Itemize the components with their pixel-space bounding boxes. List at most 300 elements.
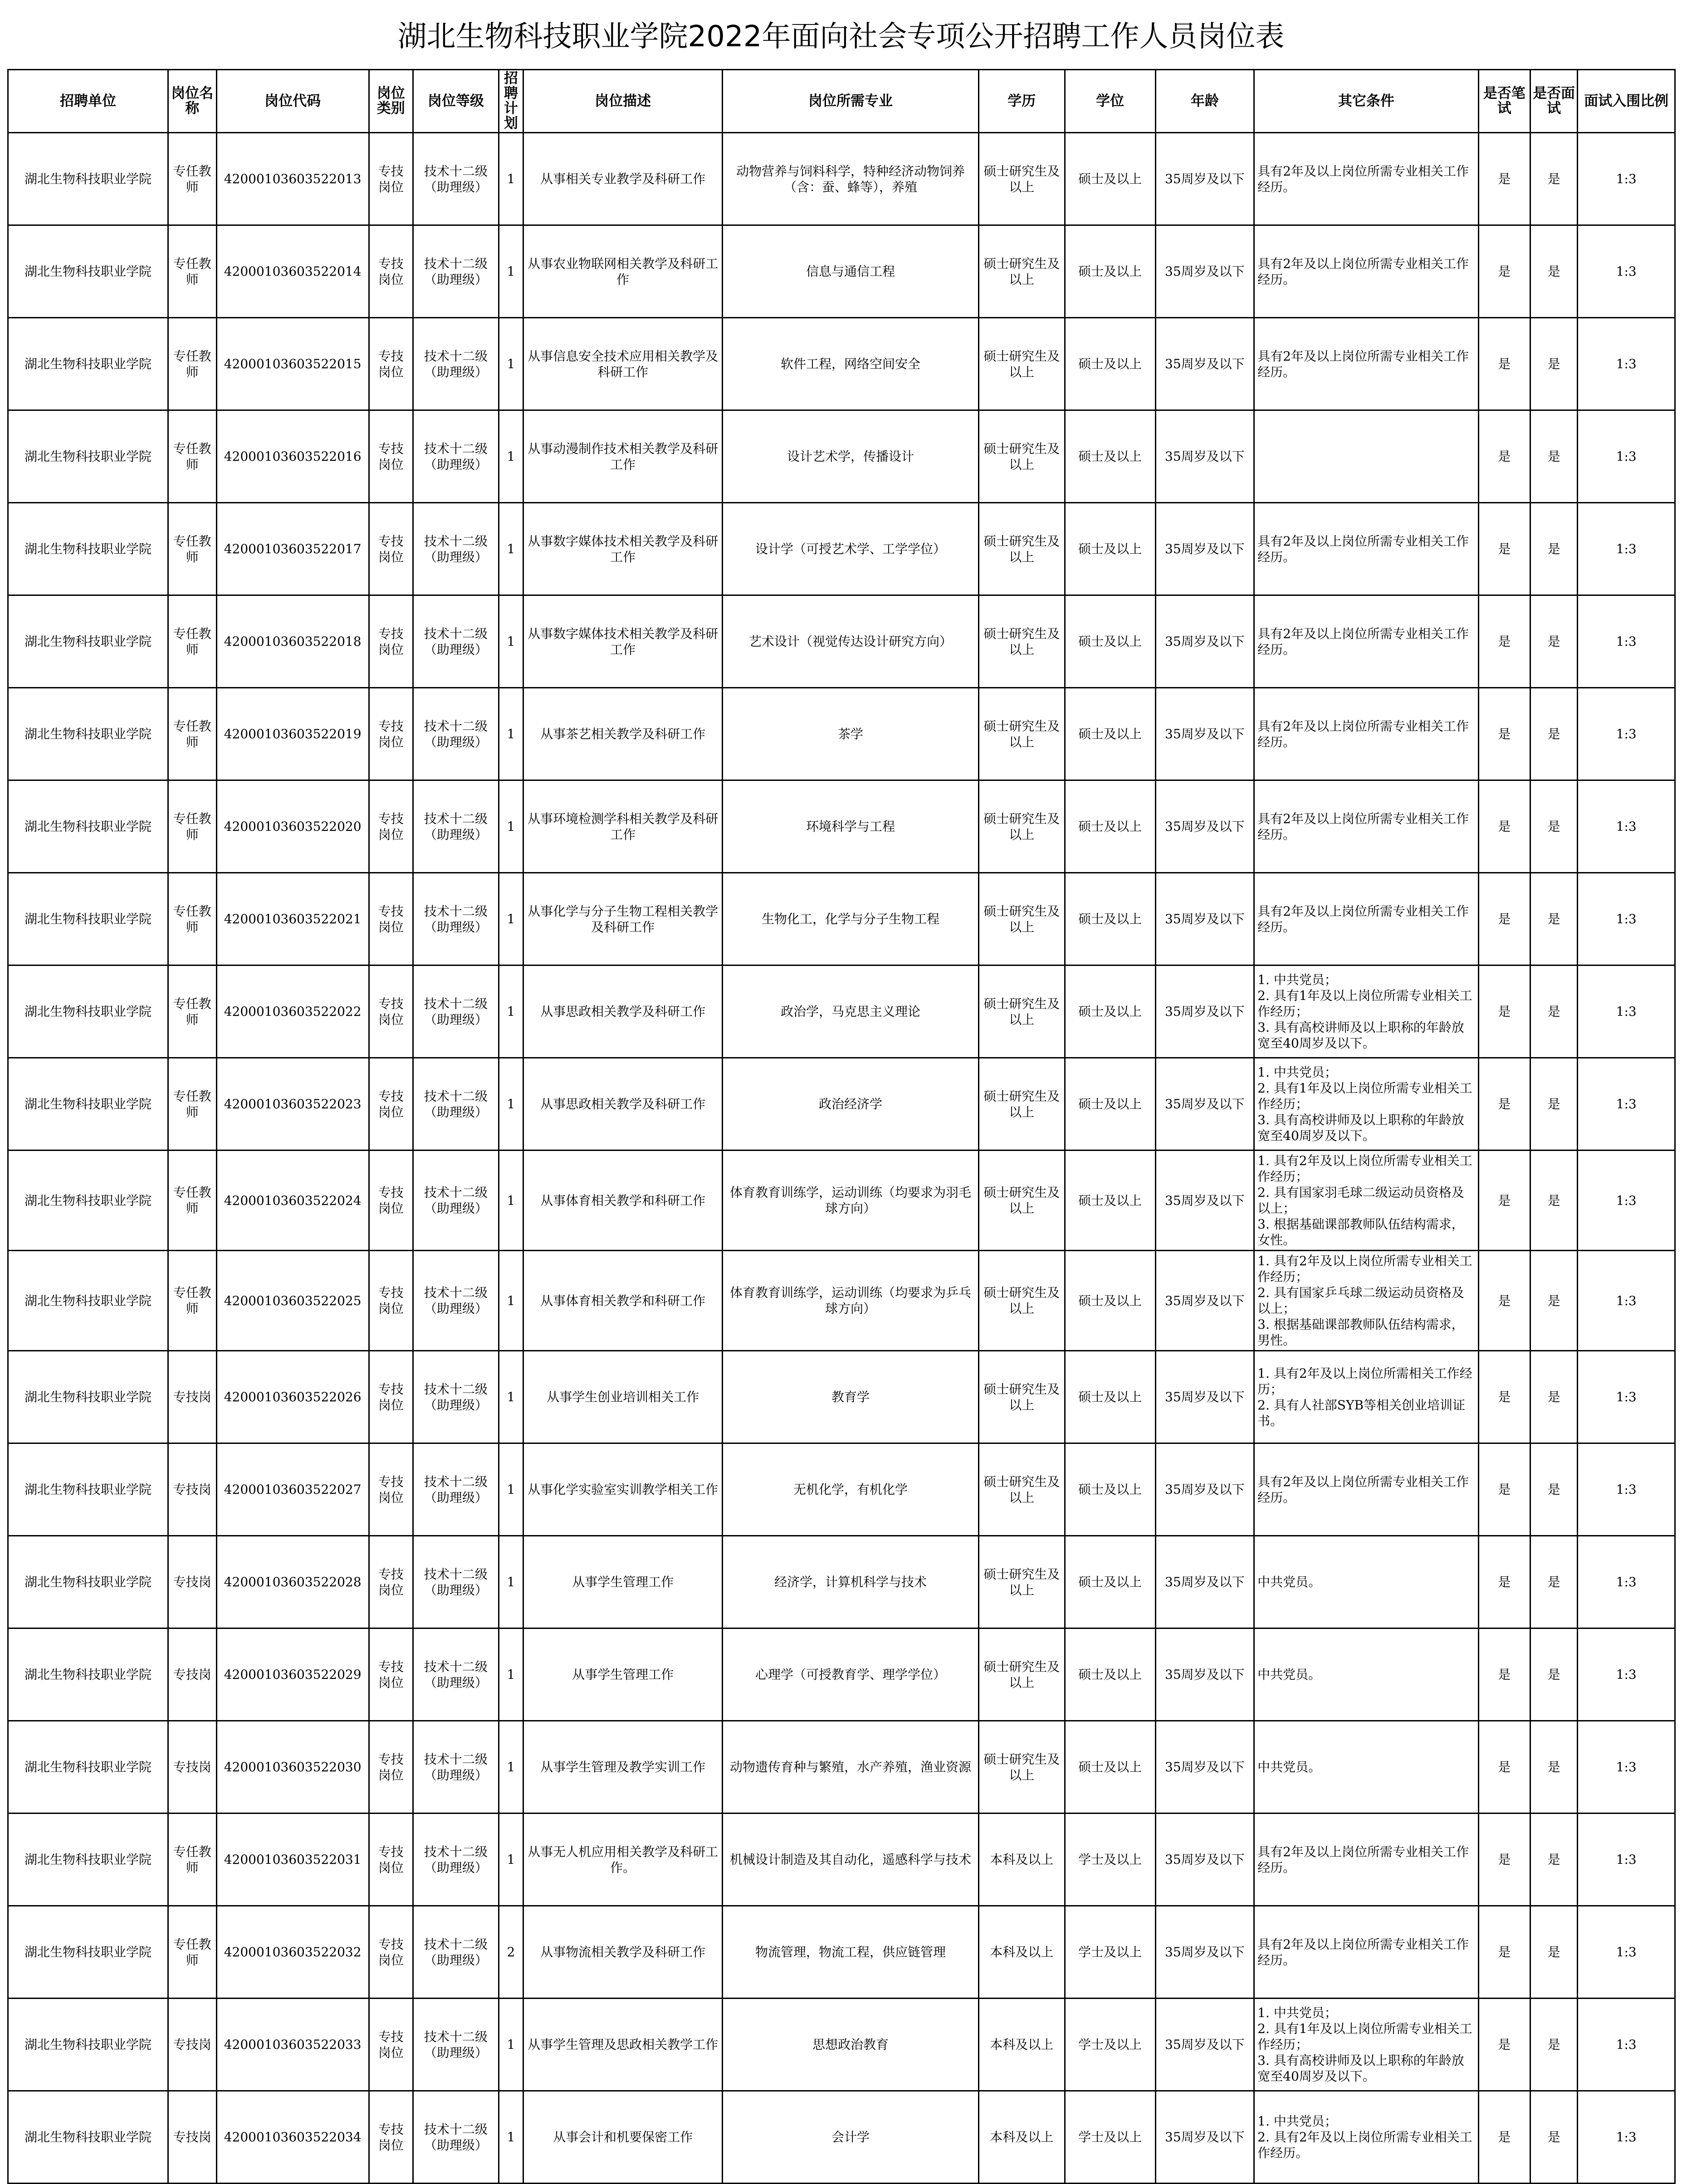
- header-degree: 学位: [1065, 70, 1155, 133]
- cell-other-conditions: 中共党员。: [1254, 1628, 1479, 1721]
- cell-position-level: 技术十二级（助理级）: [413, 1150, 499, 1251]
- cell-interview: 是: [1530, 2091, 1578, 2184]
- cell-other-conditions: 1. 具有2年及以上岗位所需专业相关工作经历； 2. 具有国家羽毛球二级运动员资格及以上； 3. 根据基础课部教师队伍结构需求，女性。: [1254, 1150, 1479, 1251]
- table-row: [8, 965, 1675, 1058]
- cell-position-code: 42000103603522019: [216, 688, 369, 780]
- cell-major: 无机化学，有机化学: [723, 1443, 978, 1536]
- cell-position-level: 技术十二级（助理级）: [413, 225, 499, 318]
- cell-position-name: 专技岗: [168, 1443, 216, 1536]
- header-unit: 招聘单位: [8, 70, 168, 133]
- cell-quota: 1: [499, 780, 523, 873]
- cell-position-name: 专技岗: [168, 1999, 216, 2091]
- cell-position-category: 专技岗位: [369, 1721, 413, 1814]
- cell-interview-ratio: 1:3: [1578, 410, 1675, 503]
- cell-age: 35周岁及以下: [1155, 965, 1254, 1058]
- cell-interview-ratio: 1:3: [1578, 965, 1675, 1058]
- cell-degree: 硕士及以上: [1065, 1351, 1155, 1443]
- cell-quota: 1: [499, 1628, 523, 1721]
- cell-written-exam: 是: [1478, 1814, 1530, 1906]
- cell-major: 政治经济学: [723, 1058, 978, 1150]
- table-row: [8, 1058, 1675, 1150]
- cell-position-category: 专技岗位: [369, 1351, 413, 1443]
- cell-position-name: 专任教师: [168, 318, 216, 410]
- cell-position-category: 专技岗位: [369, 595, 413, 688]
- cell-position-category: 专技岗位: [369, 318, 413, 410]
- cell-position-category: 专技岗位: [369, 133, 413, 225]
- cell-description: 从事无人机应用相关教学及科研工作。: [523, 1814, 723, 1906]
- cell-position-level: 技术十二级（助理级）: [413, 1058, 499, 1150]
- cell-position-category: 专技岗位: [369, 1536, 413, 1628]
- cell-degree: 硕士及以上: [1065, 1628, 1155, 1721]
- cell-other-conditions: 1. 中共党员； 2. 具有1年及以上岗位所需专业相关工作经历； 3. 具有高校讲师及以上职称的年龄放宽至40周岁及以下。: [1254, 1058, 1479, 1150]
- cell-position-code: 42000103603522018: [216, 595, 369, 688]
- cell-position-name: 专任教师: [168, 873, 216, 965]
- cell-interview: 是: [1530, 1999, 1578, 2091]
- table-row: [8, 133, 1675, 225]
- cell-age: 35周岁及以下: [1155, 410, 1254, 503]
- cell-education: 硕士研究生及以上: [978, 225, 1065, 318]
- cell-position-name: 专技岗: [168, 1628, 216, 1721]
- cell-interview-ratio: 1:3: [1578, 503, 1675, 595]
- cell-position-code: 42000103603522016: [216, 410, 369, 503]
- cell-quota: 1: [499, 1999, 523, 2091]
- cell-degree: 硕士及以上: [1065, 1150, 1155, 1251]
- cell-interview: 是: [1530, 1721, 1578, 1814]
- page-title: 湖北生物科技职业学院2022年面向社会专项公开招聘工作人员岗位表: [397, 20, 1285, 54]
- cell-unit: 湖北生物科技职业学院: [8, 2091, 168, 2184]
- cell-quota: 1: [499, 1721, 523, 1814]
- cell-quota: 1: [499, 688, 523, 780]
- cell-position-category: 专技岗位: [369, 225, 413, 318]
- cell-other-conditions: 具有2年及以上岗位所需专业相关工作经历。: [1254, 780, 1479, 873]
- cell-position-level: 技术十二级（助理级）: [413, 503, 499, 595]
- table-row: [8, 1150, 1675, 1251]
- cell-interview: 是: [1530, 1814, 1578, 1906]
- cell-description: 从事环境检测学科相关教学及科研工作: [523, 780, 723, 873]
- cell-description: 从事相关专业教学及科研工作: [523, 133, 723, 225]
- table-row: [8, 225, 1675, 318]
- cell-unit: 湖北生物科技职业学院: [8, 1999, 168, 2091]
- table-row: [8, 595, 1675, 688]
- cell-age: 35周岁及以下: [1155, 1251, 1254, 1351]
- cell-position-code: 42000103603522013: [216, 133, 369, 225]
- cell-position-name: 专任教师: [168, 503, 216, 595]
- cell-interview-ratio: 1:3: [1578, 1351, 1675, 1443]
- cell-position-category: 专技岗位: [369, 1814, 413, 1906]
- cell-interview: 是: [1530, 1351, 1578, 1443]
- header-age: 年龄: [1155, 70, 1254, 133]
- cell-interview: 是: [1530, 1150, 1578, 1251]
- cell-unit: 湖北生物科技职业学院: [8, 133, 168, 225]
- cell-interview: 是: [1530, 965, 1578, 1058]
- cell-description: 从事体育相关教学和科研工作: [523, 1251, 723, 1351]
- header-position-name: 岗位名称: [168, 70, 216, 133]
- table-row: [8, 318, 1675, 410]
- cell-degree: 硕士及以上: [1065, 133, 1155, 225]
- cell-unit: 湖北生物科技职业学院: [8, 1443, 168, 1536]
- cell-written-exam: 是: [1478, 873, 1530, 965]
- cell-degree: 硕士及以上: [1065, 1058, 1155, 1150]
- cell-degree: 硕士及以上: [1065, 595, 1155, 688]
- cell-position-level: 技术十二级（助理级）: [413, 1443, 499, 1536]
- table-row: [8, 1251, 1675, 1351]
- cell-age: 35周岁及以下: [1155, 688, 1254, 780]
- header-interview: 是否面试: [1530, 70, 1578, 133]
- cell-quota: 2: [499, 1906, 523, 1999]
- cell-description: 从事思政相关教学及科研工作: [523, 1058, 723, 1150]
- cell-degree: 硕士及以上: [1065, 1721, 1155, 1814]
- table-row: [8, 2091, 1675, 2184]
- table-row: [8, 1906, 1675, 1999]
- cell-interview-ratio: 1:3: [1578, 780, 1675, 873]
- cell-position-level: 技术十二级（助理级）: [413, 1999, 499, 2091]
- table-row: [8, 688, 1675, 780]
- cell-degree: 硕士及以上: [1065, 318, 1155, 410]
- header-quota: 招聘计划: [499, 70, 523, 133]
- cell-position-name: 专任教师: [168, 225, 216, 318]
- cell-position-level: 技术十二级（助理级）: [413, 2091, 499, 2184]
- cell-major: 设计艺术学，传播设计: [723, 410, 978, 503]
- cell-interview-ratio: 1:3: [1578, 1251, 1675, 1351]
- cell-position-level: 技术十二级（助理级）: [413, 1536, 499, 1628]
- cell-degree: 硕士及以上: [1065, 503, 1155, 595]
- cell-position-name: 专任教师: [168, 1814, 216, 1906]
- cell-quota: 1: [499, 595, 523, 688]
- cell-description: 从事茶艺相关教学及科研工作: [523, 688, 723, 780]
- cell-written-exam: 是: [1478, 595, 1530, 688]
- cell-written-exam: 是: [1478, 225, 1530, 318]
- cell-position-name: 专任教师: [168, 780, 216, 873]
- cell-quota: 1: [499, 503, 523, 595]
- cell-other-conditions: 具有2年及以上岗位所需专业相关工作经历。: [1254, 503, 1479, 595]
- cell-position-category: 专技岗位: [369, 688, 413, 780]
- cell-description: 从事学生创业培训相关工作: [523, 1351, 723, 1443]
- cell-interview: 是: [1530, 133, 1578, 225]
- cell-major: 艺术设计（视觉传达设计研究方向）: [723, 595, 978, 688]
- cell-written-exam: 是: [1478, 965, 1530, 1058]
- cell-position-code: 42000103603522015: [216, 318, 369, 410]
- cell-other-conditions: 具有2年及以上岗位所需专业相关工作经历。: [1254, 1443, 1479, 1536]
- cell-degree: 硕士及以上: [1065, 410, 1155, 503]
- cell-written-exam: 是: [1478, 1351, 1530, 1443]
- cell-age: 35周岁及以下: [1155, 225, 1254, 318]
- cell-position-name: 专任教师: [168, 1251, 216, 1351]
- cell-interview-ratio: 1:3: [1578, 1721, 1675, 1814]
- cell-position-category: 专技岗位: [369, 1251, 413, 1351]
- cell-age: 35周岁及以下: [1155, 503, 1254, 595]
- cell-description: 从事会计和机要保密工作: [523, 2091, 723, 2184]
- cell-position-category: 专技岗位: [369, 1628, 413, 1721]
- cell-position-name: 专任教师: [168, 595, 216, 688]
- cell-written-exam: 是: [1478, 1251, 1530, 1351]
- cell-position-level: 技术十二级（助理级）: [413, 1351, 499, 1443]
- cell-position-name: 专任教师: [168, 965, 216, 1058]
- cell-education: 硕士研究生及以上: [978, 1443, 1065, 1536]
- cell-written-exam: 是: [1478, 1150, 1530, 1251]
- cell-degree: 学士及以上: [1065, 1906, 1155, 1999]
- cell-written-exam: 是: [1478, 2091, 1530, 2184]
- cell-education: 硕士研究生及以上: [978, 503, 1065, 595]
- cell-interview-ratio: 1:3: [1578, 1150, 1675, 1251]
- cell-major: 会计学: [723, 2091, 978, 2184]
- cell-education: 硕士研究生及以上: [978, 1721, 1065, 1814]
- header-major: 岗位所需专业: [723, 70, 978, 133]
- cell-age: 35周岁及以下: [1155, 873, 1254, 965]
- cell-other-conditions: 具有2年及以上岗位所需专业相关工作经历。: [1254, 1814, 1479, 1906]
- cell-age: 35周岁及以下: [1155, 780, 1254, 873]
- table-row: [8, 1628, 1675, 1721]
- cell-major: 动物营养与饲料科学，特种经济动物饲养（含：蚕、蜂等），养殖: [723, 133, 978, 225]
- cell-position-name: 专任教师: [168, 1150, 216, 1251]
- cell-quota: 1: [499, 1251, 523, 1351]
- cell-other-conditions: 具有2年及以上岗位所需专业相关工作经历。: [1254, 318, 1479, 410]
- table-row: [8, 1536, 1675, 1628]
- cell-description: 从事思政相关教学及科研工作: [523, 965, 723, 1058]
- cell-education: 硕士研究生及以上: [978, 1628, 1065, 1721]
- cell-unit: 湖北生物科技职业学院: [8, 595, 168, 688]
- cell-written-exam: 是: [1478, 1058, 1530, 1150]
- cell-interview-ratio: 1:3: [1578, 318, 1675, 410]
- header-written-exam: 是否笔试: [1478, 70, 1530, 133]
- cell-position-level: 技术十二级（助理级）: [413, 1721, 499, 1814]
- cell-major: 生物化工，化学与分子生物工程: [723, 873, 978, 965]
- cell-position-name: 专技岗: [168, 1721, 216, 1814]
- cell-other-conditions: 具有2年及以上岗位所需专业相关工作经历。: [1254, 595, 1479, 688]
- cell-education: 硕士研究生及以上: [978, 780, 1065, 873]
- cell-position-code: 42000103603522023: [216, 1058, 369, 1150]
- cell-position-level: 技术十二级（助理级）: [413, 688, 499, 780]
- cell-position-category: 专技岗位: [369, 1150, 413, 1251]
- cell-written-exam: 是: [1478, 410, 1530, 503]
- cell-position-category: 专技岗位: [369, 1058, 413, 1150]
- cell-interview-ratio: 1:3: [1578, 1999, 1675, 2091]
- cell-education: 本科及以上: [978, 1906, 1065, 1999]
- cell-description: 从事学生管理工作: [523, 1628, 723, 1721]
- cell-position-level: 技术十二级（助理级）: [413, 595, 499, 688]
- cell-degree: 硕士及以上: [1065, 688, 1155, 780]
- cell-degree: 硕士及以上: [1065, 1443, 1155, 1536]
- cell-position-code: 42000103603522014: [216, 225, 369, 318]
- cell-interview: 是: [1530, 780, 1578, 873]
- cell-quota: 1: [499, 410, 523, 503]
- cell-interview-ratio: 1:3: [1578, 1536, 1675, 1628]
- cell-position-level: 技术十二级（助理级）: [413, 1906, 499, 1999]
- cell-education: 本科及以上: [978, 2091, 1065, 2184]
- table-body: [8, 133, 1675, 2184]
- table-row: [8, 1443, 1675, 1536]
- cell-education: 硕士研究生及以上: [978, 873, 1065, 965]
- cell-interview-ratio: 1:3: [1578, 133, 1675, 225]
- cell-other-conditions: 1. 具有2年及以上岗位所需专业相关工作经历； 2. 具有国家乒乓球二级运动员资格及以上； 3. 根据基础课部教师队伍结构需求，男性。: [1254, 1251, 1479, 1351]
- cell-interview-ratio: 1:3: [1578, 688, 1675, 780]
- cell-position-level: 技术十二级（助理级）: [413, 873, 499, 965]
- table-row: [8, 410, 1675, 503]
- cell-position-code: 42000103603522024: [216, 1150, 369, 1251]
- cell-interview-ratio: 1:3: [1578, 225, 1675, 318]
- cell-position-name: 专技岗: [168, 1351, 216, 1443]
- cell-major: 物流管理，物流工程，供应链管理: [723, 1906, 978, 1999]
- header-position-level: 岗位等级: [413, 70, 499, 133]
- cell-degree: 学士及以上: [1065, 2091, 1155, 2184]
- cell-position-category: 专技岗位: [369, 1906, 413, 1999]
- cell-unit: 湖北生物科技职业学院: [8, 873, 168, 965]
- cell-education: 本科及以上: [978, 1999, 1065, 2091]
- cell-other-conditions: 中共党员。: [1254, 1536, 1479, 1628]
- cell-description: 从事数字媒体技术相关教学及科研工作: [523, 503, 723, 595]
- cell-education: 本科及以上: [978, 1814, 1065, 1906]
- cell-unit: 湖北生物科技职业学院: [8, 1351, 168, 1443]
- header-position-category: 岗位类别: [369, 70, 413, 133]
- cell-major: 教育学: [723, 1351, 978, 1443]
- cell-description: 从事农业物联网相关教学及科研工作: [523, 225, 723, 318]
- cell-position-level: 技术十二级（助理级）: [413, 780, 499, 873]
- cell-position-name: 专任教师: [168, 410, 216, 503]
- cell-written-exam: 是: [1478, 780, 1530, 873]
- cell-position-name: 专技岗: [168, 2091, 216, 2184]
- cell-written-exam: 是: [1478, 1721, 1530, 1814]
- cell-major: 动物遗传育种与繁殖，水产养殖，渔业资源: [723, 1721, 978, 1814]
- cell-degree: 硕士及以上: [1065, 780, 1155, 873]
- cell-position-name: 专任教师: [168, 133, 216, 225]
- cell-other-conditions: 具有2年及以上岗位所需专业相关工作经历。: [1254, 133, 1479, 225]
- cell-interview-ratio: 1:3: [1578, 1906, 1675, 1999]
- cell-description: 从事学生管理及教学实训工作: [523, 1721, 723, 1814]
- cell-position-code: 42000103603522017: [216, 503, 369, 595]
- cell-quota: 1: [499, 1351, 523, 1443]
- cell-written-exam: 是: [1478, 1536, 1530, 1628]
- cell-degree: 硕士及以上: [1065, 1251, 1155, 1351]
- cell-unit: 湖北生物科技职业学院: [8, 1251, 168, 1351]
- cell-position-category: 专技岗位: [369, 965, 413, 1058]
- cell-written-exam: 是: [1478, 1628, 1530, 1721]
- cell-position-code: 42000103603522022: [216, 965, 369, 1058]
- cell-position-code: 42000103603522026: [216, 1351, 369, 1443]
- cell-position-code: 42000103603522028: [216, 1536, 369, 1628]
- cell-unit: 湖北生物科技职业学院: [8, 1150, 168, 1251]
- cell-written-exam: 是: [1478, 1443, 1530, 1536]
- cell-quota: 1: [499, 1814, 523, 1906]
- cell-education: 硕士研究生及以上: [978, 318, 1065, 410]
- cell-position-code: 42000103603522031: [216, 1814, 369, 1906]
- table-row: [8, 1351, 1675, 1443]
- cell-education: 硕士研究生及以上: [978, 1351, 1065, 1443]
- cell-unit: 湖北生物科技职业学院: [8, 1628, 168, 1721]
- cell-written-exam: 是: [1478, 1906, 1530, 1999]
- cell-position-level: 技术十二级（助理级）: [413, 1628, 499, 1721]
- cell-age: 35周岁及以下: [1155, 1443, 1254, 1536]
- cell-position-category: 专技岗位: [369, 1443, 413, 1536]
- cell-education: 硕士研究生及以上: [978, 1536, 1065, 1628]
- cell-unit: 湖北生物科技职业学院: [8, 1814, 168, 1906]
- cell-position-code: 42000103603522025: [216, 1251, 369, 1351]
- table-row: [8, 1814, 1675, 1906]
- cell-position-code: 42000103603522020: [216, 780, 369, 873]
- cell-age: 35周岁及以下: [1155, 318, 1254, 410]
- cell-position-code: 42000103603522033: [216, 1999, 369, 2091]
- cell-quota: 1: [499, 1443, 523, 1536]
- cell-quota: 1: [499, 965, 523, 1058]
- cell-other-conditions: 具有2年及以上岗位所需专业相关工作经历。: [1254, 873, 1479, 965]
- cell-interview: 是: [1530, 318, 1578, 410]
- cell-other-conditions: 1. 中共党员； 2. 具有1年及以上岗位所需专业相关工作经历； 3. 具有高校讲师及以上职称的年龄放宽至40周岁及以下。: [1254, 965, 1479, 1058]
- cell-education: 硕士研究生及以上: [978, 1251, 1065, 1351]
- cell-position-category: 专技岗位: [369, 410, 413, 503]
- cell-unit: 湖北生物科技职业学院: [8, 965, 168, 1058]
- cell-position-level: 技术十二级（助理级）: [413, 133, 499, 225]
- cell-unit: 湖北生物科技职业学院: [8, 410, 168, 503]
- cell-unit: 湖北生物科技职业学院: [8, 1058, 168, 1150]
- cell-education: 硕士研究生及以上: [978, 133, 1065, 225]
- cell-interview: 是: [1530, 1628, 1578, 1721]
- cell-position-level: 技术十二级（助理级）: [413, 965, 499, 1058]
- cell-education: 硕士研究生及以上: [978, 965, 1065, 1058]
- cell-quota: 1: [499, 133, 523, 225]
- cell-other-conditions: 具有2年及以上岗位所需专业相关工作经历。: [1254, 225, 1479, 318]
- cell-unit: 湖北生物科技职业学院: [8, 688, 168, 780]
- cell-position-level: 技术十二级（助理级）: [413, 1251, 499, 1351]
- cell-quota: 1: [499, 873, 523, 965]
- cell-description: 从事数字媒体技术相关教学及科研工作: [523, 595, 723, 688]
- cell-other-conditions: 1. 中共党员； 2. 具有2年及以上岗位所需专业相关工作经历。: [1254, 2091, 1479, 2184]
- cell-other-conditions: 具有2年及以上岗位所需专业相关工作经历。: [1254, 1906, 1479, 1999]
- cell-other-conditions: 具有2年及以上岗位所需专业相关工作经历。: [1254, 688, 1479, 780]
- cell-major: 政治学，马克思主义理论: [723, 965, 978, 1058]
- table-row: [8, 873, 1675, 965]
- cell-age: 35周岁及以下: [1155, 2091, 1254, 2184]
- cell-position-name: 专任教师: [168, 1058, 216, 1150]
- cell-interview-ratio: 1:3: [1578, 1628, 1675, 1721]
- cell-major: 软件工程，网络空间安全: [723, 318, 978, 410]
- cell-unit: 湖北生物科技职业学院: [8, 1536, 168, 1628]
- cell-description: 从事学生管理工作: [523, 1536, 723, 1628]
- cell-position-category: 专技岗位: [369, 780, 413, 873]
- cell-age: 35周岁及以下: [1155, 1906, 1254, 1999]
- cell-interview: 是: [1530, 503, 1578, 595]
- cell-interview: 是: [1530, 595, 1578, 688]
- cell-position-code: 42000103603522034: [216, 2091, 369, 2184]
- cell-degree: 硕士及以上: [1065, 1536, 1155, 1628]
- cell-interview: 是: [1530, 410, 1578, 503]
- cell-position-category: 专技岗位: [369, 2091, 413, 2184]
- cell-major: 思想政治教育: [723, 1999, 978, 2091]
- cell-position-code: 42000103603522027: [216, 1443, 369, 1536]
- cell-unit: 湖北生物科技职业学院: [8, 1906, 168, 1999]
- cell-interview: 是: [1530, 688, 1578, 780]
- cell-quota: 1: [499, 1536, 523, 1628]
- cell-unit: 湖北生物科技职业学院: [8, 1721, 168, 1814]
- cell-unit: 湖北生物科技职业学院: [8, 780, 168, 873]
- table-row: [8, 1999, 1675, 2091]
- cell-quota: 1: [499, 318, 523, 410]
- cell-position-level: 技术十二级（助理级）: [413, 318, 499, 410]
- cell-position-category: 专技岗位: [369, 1999, 413, 2091]
- cell-written-exam: 是: [1478, 318, 1530, 410]
- cell-description: 从事动漫制作技术相关教学及科研工作: [523, 410, 723, 503]
- cell-major: 机械设计制造及其自动化，遥感科学与技术: [723, 1814, 978, 1906]
- cell-written-exam: 是: [1478, 503, 1530, 595]
- table-row: [8, 1721, 1675, 1814]
- cell-description: 从事学生管理及思政相关教学工作: [523, 1999, 723, 2091]
- cell-age: 35周岁及以下: [1155, 1721, 1254, 1814]
- cell-education: 硕士研究生及以上: [978, 595, 1065, 688]
- cell-description: 从事物流相关教学及科研工作: [523, 1906, 723, 1999]
- cell-position-code: 42000103603522021: [216, 873, 369, 965]
- cell-degree: 硕士及以上: [1065, 225, 1155, 318]
- cell-interview: 是: [1530, 1906, 1578, 1999]
- cell-position-name: 专任教师: [168, 688, 216, 780]
- cell-interview-ratio: 1:3: [1578, 1814, 1675, 1906]
- cell-education: 硕士研究生及以上: [978, 410, 1065, 503]
